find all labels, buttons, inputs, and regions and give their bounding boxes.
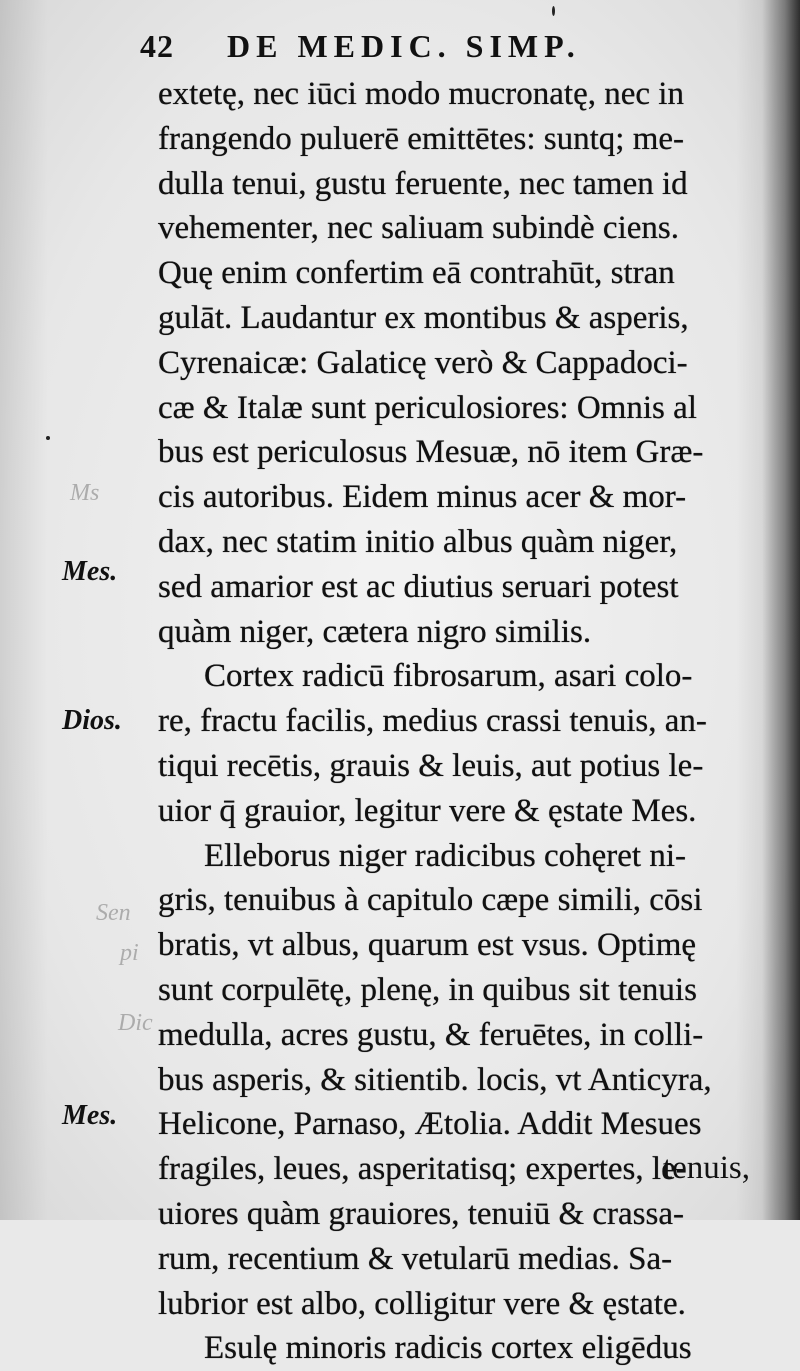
text-line: Quę enim confertim eā contrahūt, stran	[158, 255, 675, 292]
text-line: rum, recentium & vetularū medias. Sa-	[158, 1240, 673, 1277]
show-through-mark: pi	[120, 940, 139, 966]
text-line: Helicone, Parnaso, Ætolia. Addit Mesues	[158, 1106, 702, 1143]
text-line: dax, nec statim initio albus quàm niger,	[158, 523, 678, 560]
margin-note-mes: Mes.	[62, 556, 118, 587]
text-line: bus est periculosus Mesuæ, nō item Græ-	[158, 434, 704, 471]
text-line: uiores quàm grauiores, tenuiū & crassa-	[158, 1195, 685, 1232]
margin-note-dios: Dios.	[62, 705, 122, 736]
text-line: extetę, nec iūci modo mucronatę, nec in	[158, 76, 684, 112]
body-text	[158, 72, 738, 1371]
text-line: dulla tenui, gustu feruente, nec tamen id	[158, 165, 688, 202]
margin-note-mes-2: Mes.	[62, 1100, 118, 1131]
text-line: bratis, vt albus, quarum est vsus. Optimę	[158, 927, 697, 964]
text-line: sed amarior est ac diutius seruari potest	[158, 568, 679, 605]
page-number: 42	[140, 28, 174, 64]
text-line: vehementer, nec saliuam subindè ciens.	[158, 210, 679, 247]
show-through-mark: Dic	[118, 1010, 153, 1036]
page-header	[140, 28, 581, 65]
show-through-mark: Sen	[96, 900, 131, 926]
text-line: Cyrenaicæ: Galaticę verò & Cappadoci-	[158, 344, 688, 381]
text-line: frangendo puluerē emittētes: suntq; me-	[158, 120, 685, 157]
text-line: quàm niger, cætera nigro similis.	[158, 613, 592, 650]
text-line: uior q̄ grauior, legitur vere & ęstate Mes.	[158, 792, 697, 829]
catchword: tenuis,	[662, 1150, 750, 1186]
text-line: gris, tenuibus à capitulo cæpe simili, cōsi	[158, 882, 703, 919]
text-line: medulla, acres gustu, & feruētes, in colli-	[158, 1016, 704, 1053]
text-line: sunt corpulētę, plenę, in quibus sit tenuis	[158, 971, 697, 1008]
text-line: re, fractu facilis, medius crassi tenuis, an-	[158, 703, 707, 740]
text-line: fragiles, leues, asperitatisq; expertes, le-	[158, 1151, 687, 1188]
text-line: cis autoribus. Eidem minus acer & mor-	[158, 479, 687, 516]
text-line: cæ & Italæ sunt periculosiores: Omnis al	[158, 389, 697, 426]
text-line-paragraph-start: Elleborus niger radicibus cohęret ni-	[204, 837, 686, 874]
text-line: lubrior est albo, colligitur vere & ęstate.	[158, 1285, 686, 1322]
page-gutter-shadow	[762, 0, 800, 1220]
ink-speck	[46, 436, 50, 440]
text-line-paragraph-start: Cortex radicū fibrosarum, asari colo-	[204, 658, 693, 695]
ink-speck	[552, 6, 555, 16]
show-through-mark: Ms	[70, 480, 100, 506]
text-line-paragraph-start: Esulę minoris radicis cortex eligēdus	[204, 1330, 692, 1367]
text-line: bus asperis, & sitientib. locis, vt Anticyra,	[158, 1061, 712, 1098]
text-line: gulāt. Laudantur ex montibus & asperis,	[158, 299, 689, 336]
text-line: tiqui recētis, grauis & leuis, aut potius le-	[158, 747, 704, 784]
running-title: DE MEDIC. SIMP.	[227, 28, 581, 64]
